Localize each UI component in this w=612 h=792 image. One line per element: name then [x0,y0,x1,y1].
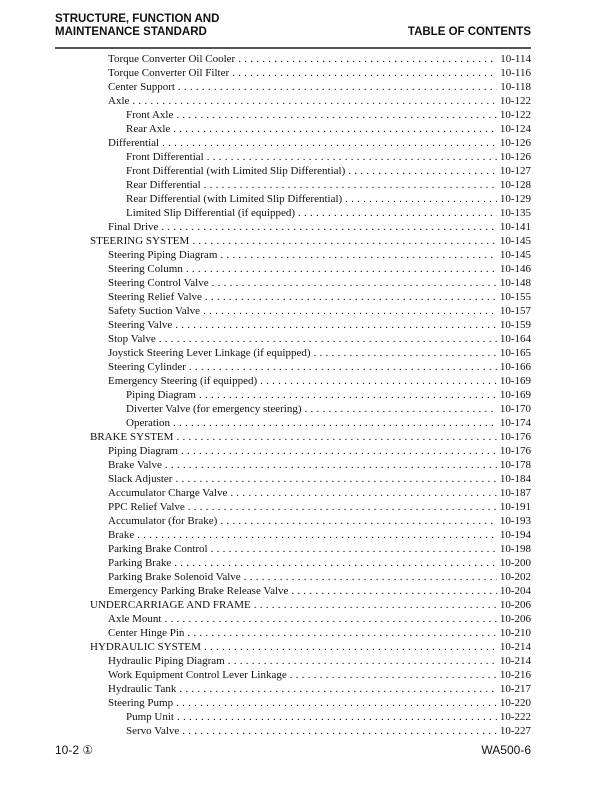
toc-entry-title: Accumulator (for Brake) [108,515,218,527]
toc-entry[interactable] [108,570,531,584]
toc-entry[interactable] [108,682,531,696]
toc-entry-title: Steering Cylinder [108,361,186,373]
toc-entry-title: Parking Brake Solenoid Valve [108,571,241,583]
dot-leader [220,248,496,262]
toc-entry-page: 10-202 [499,571,531,583]
toc-entry-title: Center Hinge Pin [108,627,185,639]
toc-entry-page: 10-124 [499,123,531,135]
toc-entry-page: 10-159 [499,319,531,331]
toc-entry[interactable] [108,346,531,360]
toc-entry-page: 10-194 [499,529,531,541]
toc-entry-page: 10-174 [499,417,531,429]
toc-entry[interactable] [126,122,531,136]
toc-entry-page: 10-127 [499,165,531,177]
toc-entry[interactable] [108,556,531,570]
dot-leader [254,598,497,612]
toc-entry[interactable] [108,136,531,150]
toc-entry[interactable] [108,52,531,66]
toc-entry-title: BRAKE SYSTEM [90,431,174,443]
toc-entry[interactable] [108,262,531,276]
toc-entry-title: Torque Converter Oil Filter [108,67,230,79]
toc-entry-page: 10-170 [499,403,531,415]
toc-entry[interactable] [108,612,531,626]
toc-entry-page: 10-128 [499,179,531,191]
toc-entry-title: Emergency Steering (if equipped) [108,375,258,387]
dot-leader [228,654,497,668]
toc-entry-title: Front Differential [126,151,204,163]
toc-entry[interactable] [108,444,531,458]
dot-leader [348,164,497,178]
toc-entry-page: 10-178 [499,459,531,471]
toc-entry[interactable] [108,500,531,514]
toc-entry[interactable] [108,696,531,710]
toc-entry-title: Front Differential (with Limited Slip Differential) [126,165,346,177]
toc-entry[interactable] [90,234,531,248]
toc-entry-title: UNDERCARRIAGE AND FRAME [90,599,251,611]
dot-leader [204,178,497,192]
toc-entry-page: 10-166 [499,361,531,373]
toc-entry-page: 10-176 [499,431,531,443]
toc-entry-page: 10-145 [499,235,531,247]
dot-leader [176,696,497,710]
toc-entry-title: Rear Axle [126,123,171,135]
dot-leader [182,724,497,738]
toc-entry[interactable] [108,304,531,318]
toc-entry[interactable] [126,150,531,164]
toc-entry[interactable] [108,290,531,304]
toc-entry[interactable] [108,528,531,542]
toc-entry[interactable] [90,640,531,654]
toc-entry-title: Parking Brake [108,557,172,569]
toc-entry-page: 10-198 [499,543,531,555]
toc-entry-title: Stop Valve [108,333,156,345]
dot-leader [230,486,496,500]
toc-entry-title: Rear Differential (with Limited Slip Differential) [126,193,343,205]
header-rule [55,47,531,49]
toc-entry-page: 10-122 [499,109,531,121]
dot-leader [176,430,496,444]
toc-entry[interactable] [90,430,531,444]
toc-entry[interactable] [126,178,531,192]
toc-entry[interactable] [108,66,531,80]
toc-entry-page: 10-146 [499,263,531,275]
toc-entry[interactable] [108,248,531,262]
toc-entry-title: Servo Valve [126,725,180,737]
toc-entry-title: Piping Diagram [108,445,178,457]
toc-entry-page: 10-169 [499,375,531,387]
dot-leader [181,444,497,458]
toc-entry-title: Joystick Steering Lever Linkage (if equipped) [108,347,311,359]
toc-entry-title: Limited Slip Differential (if equipped) [126,207,296,219]
toc-entry[interactable] [126,192,531,206]
toc-entry[interactable] [108,626,531,640]
toc-entry[interactable] [108,360,531,374]
toc-entry[interactable] [108,220,531,234]
toc-entry[interactable] [108,80,531,94]
toc-entry-title: PPC Relief Valve [108,501,185,513]
toc-entry-page: 10-214 [499,641,531,653]
toc-entry-title: Steering Control Valve [108,277,209,289]
dot-leader [187,626,496,640]
toc-entry[interactable] [126,388,531,402]
dot-leader [298,206,497,220]
toc-entry-title: Hydraulic Piping Diagram [108,655,225,667]
toc-entry-title: Work Equipment Control Lever Linkage [108,669,287,681]
toc-entry-page: 10-204 [499,585,531,597]
toc-entry-page: 10-118 [500,81,531,93]
toc-entry-title: Steering Column [108,263,183,275]
dot-leader [188,500,497,514]
dot-leader [204,640,497,654]
toc-entry-title: Pump Unit [126,711,174,723]
toc-entry[interactable] [108,458,531,472]
toc-entry[interactable] [126,108,531,122]
toc-entry-page: 10-222 [499,711,531,723]
dot-leader [161,220,496,234]
toc-entry-page: 10-191 [499,501,531,513]
toc-entry-title: Brake Valve [108,459,162,471]
toc-entry[interactable] [108,472,531,486]
toc-entry-title: Safety Suction Valve [108,305,201,317]
dot-leader [305,402,497,416]
toc-entry-title: HYDRAULIC SYSTEM [90,641,201,653]
dot-leader [244,570,497,584]
toc-entry[interactable] [108,514,531,528]
dot-leader [174,556,497,570]
dot-leader [232,66,497,80]
toc-entry-page: 10-157 [499,305,531,317]
toc-entry-page: 10-165 [499,347,531,359]
toc-entry-page: 10-184 [499,473,531,485]
toc-entry-page: 10-122 [499,95,531,107]
toc-entry-title: Steering Pump [108,697,174,709]
dot-leader [179,682,496,696]
toc-entry-page: 10-220 [499,697,531,709]
footer-page-number: 10-2 ① [55,743,94,757]
dot-leader [238,52,497,66]
toc-entry-title: Parking Brake Control [108,543,208,555]
toc-entry[interactable] [108,374,531,388]
header-title-line2: MAINTENANCE STANDARD [55,26,207,38]
toc-entry[interactable] [108,584,531,598]
toc-entry-page: 10-148 [499,277,531,289]
dot-leader [186,262,497,276]
toc-entry-title: Axle Mount [108,613,162,625]
toc-entry-title: Hydraulic Tank [108,683,177,695]
toc-entry-title: Operation [126,417,170,429]
dot-leader [177,710,497,724]
dot-leader [175,472,496,486]
toc-entry-title: Front Axle [126,109,174,121]
toc-entry-title: Torque Converter Oil Cooler [108,53,236,65]
footer-model: WA500-6 [481,743,531,757]
toc-entry-page: 10-129 [499,193,531,205]
toc-entry[interactable] [108,668,531,682]
toc-entry-page: 10-206 [499,599,531,611]
toc-entry-page: 10-206 [499,613,531,625]
dot-leader [314,346,497,360]
dot-leader [205,290,497,304]
toc-entry[interactable] [108,542,531,556]
dot-leader [173,416,497,430]
toc-entry-page: 10-114 [500,53,531,65]
toc-entry[interactable] [108,318,531,332]
dot-leader [192,234,497,248]
toc-entry-page: 10-227 [499,725,531,737]
toc-entry-title: Accumulator Charge Valve [108,487,228,499]
dot-leader [165,458,497,472]
toc-entry-page: 10-155 [499,291,531,303]
toc-entry-page: 10-116 [500,67,531,79]
dot-leader [164,612,496,626]
toc-entry-page: 10-135 [499,207,531,219]
dot-leader [199,388,497,402]
toc-entry-title: Axle [108,95,130,107]
toc-entry[interactable] [108,94,531,108]
header-title-line1: STRUCTURE, FUNCTION AND [55,13,220,25]
dot-leader [220,514,496,528]
toc-entry-page: 10-210 [499,627,531,639]
toc-entry-title: Final Drive [108,221,159,233]
toc-entry[interactable] [126,416,531,430]
toc-entry-title: Brake [108,529,135,541]
dot-leader [290,668,497,682]
toc-entry-title: Emergency Parking Brake Release Valve [108,585,289,597]
dot-leader [211,542,497,556]
dot-leader [189,360,497,374]
dot-leader [291,584,496,598]
toc-entry-page: 10-126 [499,137,531,149]
toc-entry-page: 10-214 [499,655,531,667]
toc-entry-title: Center Support [108,81,175,93]
toc-entry-title: Piping Diagram [126,389,196,401]
toc-entry-page: 10-126 [499,151,531,163]
toc-entry[interactable] [108,276,531,290]
dot-leader [137,528,497,542]
toc-entry-title: Differential [108,137,160,149]
toc-entry[interactable] [108,486,531,500]
toc-entry[interactable] [126,206,531,220]
toc-entry-page: 10-176 [499,445,531,457]
dot-leader [162,136,497,150]
dot-leader [159,332,497,346]
toc-entry[interactable] [126,710,531,724]
dot-leader [132,94,496,108]
toc-entry-title: Steering Piping Diagram [108,249,218,261]
toc-entry-title: Steering Relief Valve [108,291,202,303]
dot-leader [207,150,497,164]
dot-leader [175,318,497,332]
toc-entry[interactable] [108,332,531,346]
toc-entry-page: 10-187 [499,487,531,499]
dot-leader [212,276,497,290]
toc-entry[interactable] [126,402,531,416]
toc-entry-page: 10-200 [499,557,531,569]
header-section: TABLE OF CONTENTS [407,26,531,38]
dot-leader [203,304,497,318]
dot-leader [260,374,497,388]
toc-entry[interactable] [108,654,531,668]
toc-entry-page: 10-164 [499,333,531,345]
toc-entry-page: 10-141 [499,221,531,233]
toc-entry[interactable] [90,598,531,612]
dot-leader [176,108,496,122]
toc-entry[interactable] [126,724,531,738]
toc-entry-title: Slack Adjuster [108,473,173,485]
toc-entry-title: STEERING SYSTEM [90,235,190,247]
toc-entry-title: Steering Valve [108,319,173,331]
toc-entry-page: 10-169 [499,389,531,401]
toc-entry-page: 10-193 [499,515,531,527]
toc-entry-page: 10-145 [499,249,531,261]
toc-entry-title: Diverter Valve (for emergency steering) [126,403,302,415]
dot-leader [178,80,497,94]
toc-entry-page: 10-217 [499,683,531,695]
toc-entry-title: Rear Differential [126,179,201,191]
toc-entry-page: 10-216 [499,669,531,681]
dot-leader [345,192,497,206]
dot-leader [173,122,497,136]
toc-entry[interactable] [126,164,531,178]
